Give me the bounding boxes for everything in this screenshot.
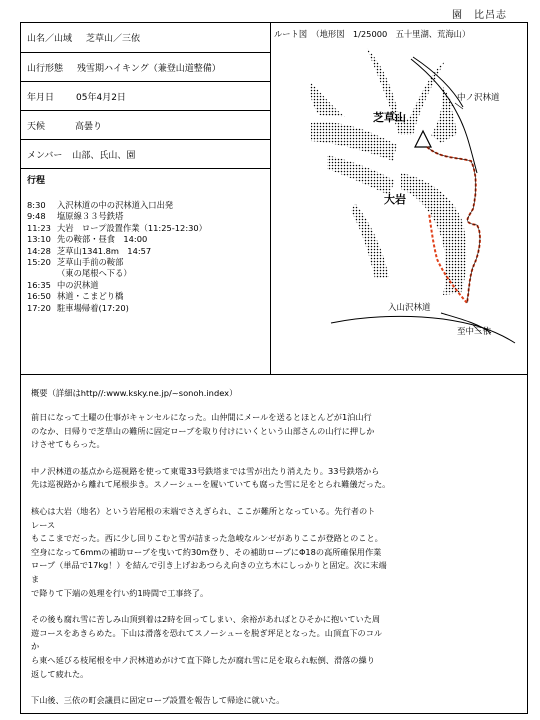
- summary-line: 下山後、三依の町会議員に固定ロープ設置を報告して帰途に就いた。: [31, 695, 285, 706]
- schedule-time: 8:30: [27, 200, 46, 210]
- schedule-text: 先の鞍部・昼食 14:00: [57, 234, 148, 245]
- schedule-row: [27, 303, 267, 314]
- summary-line: のなか、日帰りで芝草山の難所に固定ロープを取り付けにいくという山部さんの山行に押しか: [31, 425, 375, 436]
- author-name: 園 比呂志: [452, 10, 507, 21]
- road-iriyama-label: 入山沢林道: [388, 303, 431, 313]
- style-value: 残雪期ハイキング（兼登山道整備）: [77, 63, 221, 74]
- summary-line: もここまでだった。西に少し回りこむと雪が詰まった急峻なルンゼがありここが登路とのこと。: [31, 533, 383, 544]
- peak-label: 芝草山: [373, 111, 406, 124]
- summary-title: 概要（詳細はhttp//:www.ksky.ne.jp/~sonoh.index）: [31, 388, 238, 398]
- summary-line: 中ノ沢林道の基点から巡視路を使って東電33号鉄塔までは雪が出たり消えたり。33号鉄塔から: [31, 465, 380, 476]
- summary-line: 核心は大岩（地名）という岩尾根の末端でさえぎられ、ここが難所となっている。先行者のト: [31, 505, 376, 516]
- summary-line: 先は巡視路から離れて尾根歩き。スノーシューを履いていても腐った雪に足をとられ難儀だった。: [31, 479, 391, 490]
- ridge-west-upper: [311, 122, 397, 161]
- schedule-time: [27, 268, 57, 279]
- weather-row: [21, 111, 271, 140]
- summit-marker: [415, 131, 431, 147]
- schedule-text: 中の沢林道: [57, 279, 99, 290]
- summary-line: けさせてもらった。: [31, 439, 105, 450]
- mountain-row: [21, 23, 271, 53]
- summary-section: [21, 374, 528, 714]
- summary-paragraph: [31, 411, 520, 452]
- summary-line: レース: [31, 519, 56, 530]
- schedule-text: 入沢林道の中の沢林道入口出発: [57, 200, 174, 210]
- summary-line: で降りて下端の処理を行い約1時間で工事終了。: [31, 587, 209, 598]
- summary-line: 空身になって6mmの補助ロープを曳いて約30m登り、その補助ロープにΦ18の高所確保用作業: [31, 546, 382, 557]
- ridge-southwest: [351, 203, 389, 279]
- schedule-row: [27, 257, 267, 268]
- schedule-row: [27, 211, 267, 222]
- schedule-row: [27, 291, 267, 302]
- to-mikka-label: 至中三依: [457, 327, 492, 337]
- date-row: [21, 82, 271, 111]
- map-title: ルート図 （地形図 1/25000 五十里湖、荒海山）: [274, 29, 471, 39]
- schedule-row: [27, 200, 267, 211]
- mountain-value: 芝草山／三依: [86, 34, 141, 44]
- schedule-text: （東の尾根へ下る）: [57, 268, 132, 279]
- schedule-text: 大岩 ロープ設置作業（11:25-12:30）: [57, 222, 207, 233]
- schedule-time: 14:28: [27, 245, 51, 256]
- route-map: [271, 23, 528, 374]
- schedule-row: [27, 268, 267, 279]
- summary-line: 前日になって土曜の仕事がキャンセルになった。山仲間にメールを送るとほとんどが1泊山行: [31, 412, 372, 422]
- schedule-row: [27, 234, 267, 245]
- schedule-time: 16:35: [27, 279, 51, 290]
- schedule-row: [27, 280, 267, 291]
- schedule-text: 駐車場帰着(17:20): [57, 302, 129, 313]
- summary-paragraph: [31, 613, 520, 681]
- schedule-text: 芝草山手前の鞍部: [57, 256, 124, 267]
- schedule-time: 16:50: [27, 291, 51, 302]
- date-value: 05年4月2日: [76, 92, 126, 103]
- date-label: 年月日: [27, 92, 55, 103]
- members-label: メンバー: [27, 150, 63, 161]
- schedule-time: 17:20: [27, 302, 51, 313]
- schedule-text: 芝草山1341.8m 14:57: [57, 245, 152, 256]
- schedule-text: 林道・こまどり橋: [57, 291, 124, 302]
- schedule-time: 13:10: [27, 234, 51, 245]
- summary-line: ロープ（単品で17kg！）を結んで引き上げおあつらえ向きの立ち木にしっかりと固定。次に末端: [31, 560, 387, 571]
- schedule-title: 行程: [27, 176, 46, 186]
- ridge-south: [401, 173, 467, 295]
- style-label: 山行形態: [27, 63, 64, 74]
- weather-value: 高曇り: [75, 121, 103, 132]
- info-column: [21, 23, 271, 374]
- mountain-label: 山名／山域: [27, 34, 73, 44]
- schedule-time: 11:23: [27, 222, 51, 233]
- schedule: [27, 173, 267, 314]
- members-row: [21, 140, 271, 169]
- schedule-time: 9:48: [27, 211, 46, 222]
- summary-line: 返して疲れた。: [31, 668, 89, 679]
- summary-line: ら東へ延びる枝尾根を中ノ沢林道めがけて直下降したが腐れ雪に足を取られ転倒、滑落の繰り: [31, 654, 375, 665]
- rock-label: 大岩: [384, 193, 406, 206]
- summary-line: ま: [31, 573, 40, 584]
- schedule-time: 15:20: [27, 256, 51, 267]
- schedule-row: [27, 246, 267, 257]
- members-value: 山部、氏山、園: [72, 150, 136, 161]
- style-row: [21, 53, 271, 82]
- summary-line: か: [31, 641, 40, 652]
- weather-label: 天候: [27, 121, 46, 132]
- ridge-west-mid: [327, 155, 395, 195]
- summary-line: その後も腐れ雪に苦しみ山頂到着は2時を回ってしまい、余裕があればとひそかに抱いていた周: [31, 614, 381, 625]
- report-frame: [20, 22, 528, 714]
- road-naka-label: 中ノ沢林道: [457, 93, 500, 103]
- summary-paragraph: [31, 465, 520, 492]
- schedule-text: 塩原線３３号鉄塔: [57, 211, 124, 222]
- summary-paragraph: [31, 505, 520, 600]
- schedule-row: [27, 223, 267, 234]
- ridge-west-lower: [310, 83, 345, 117]
- summary-paragraph: [31, 694, 520, 708]
- summary-line: 遊コースをあきらめた。下山は滑落を恐れてスノーシューを脱ぎ坪足となった。山頂直下のコル: [31, 627, 383, 638]
